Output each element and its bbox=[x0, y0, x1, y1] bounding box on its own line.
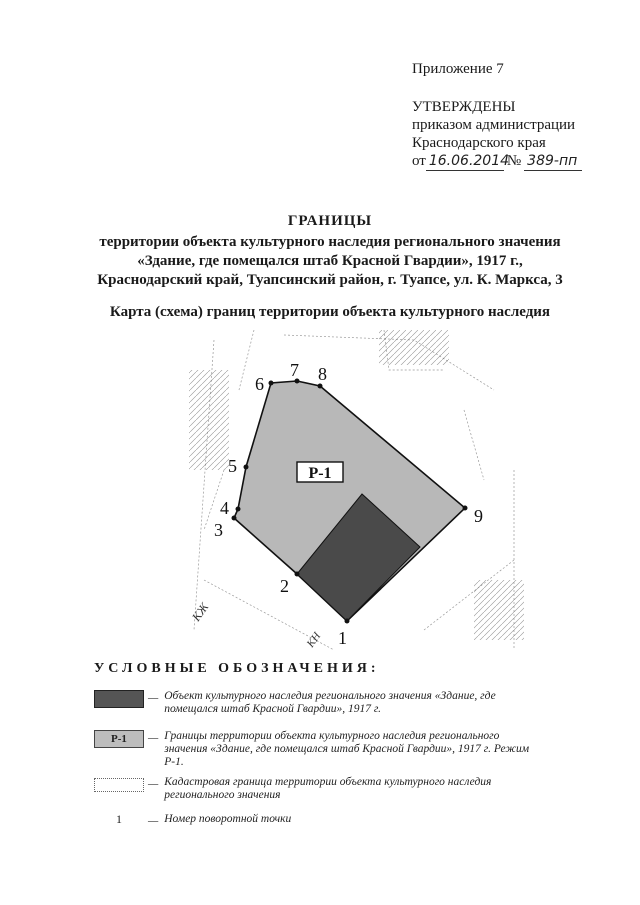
boundary-point-3 bbox=[232, 516, 237, 521]
legend-symbol-point-number: 1 bbox=[116, 812, 122, 826]
subtitle-line-1: территории объекта культурного наследия регионального значения bbox=[99, 234, 561, 250]
legend-dash: — bbox=[148, 732, 159, 744]
legend-item-cadastral bbox=[94, 776, 544, 802]
boundary-point-2 bbox=[295, 572, 300, 577]
order-date: 16.06.2014 bbox=[426, 152, 504, 171]
legend-item-object bbox=[94, 690, 544, 716]
point-label-7: 7 bbox=[290, 360, 299, 380]
legend-item-point-number bbox=[94, 813, 544, 828]
boundary-map bbox=[184, 330, 534, 660]
boundary-point-5 bbox=[244, 465, 249, 470]
point-label-4: 4 bbox=[220, 498, 229, 518]
from-label: от bbox=[412, 153, 426, 169]
boundary-point-1 bbox=[345, 619, 350, 624]
legend-dash: — bbox=[148, 778, 159, 790]
subtitle-line-3: Краснодарский край, Туапсинский район, г. Туапсе, ул. К. Маркса, 3 bbox=[97, 272, 563, 288]
order-number: 389-пп bbox=[524, 152, 582, 171]
number-sign: № bbox=[506, 153, 522, 169]
legend-dash: — bbox=[148, 815, 159, 827]
appendix-number: Приложение 7 bbox=[412, 61, 504, 77]
boundary-point-9 bbox=[463, 506, 468, 511]
approved-label: УТВЕРЖДЕНЫ bbox=[412, 99, 516, 115]
document-subtitle bbox=[40, 233, 620, 290]
boundary-point-8 bbox=[318, 384, 323, 389]
approval-block bbox=[412, 60, 632, 171]
point-label-1: 1 bbox=[338, 628, 347, 648]
legend-text-point-number: Номер поворотной точки bbox=[164, 813, 292, 825]
legend-symbol-territory: Р-1 bbox=[94, 730, 144, 748]
legend-symbol-object bbox=[94, 690, 144, 708]
order-date-line bbox=[412, 152, 632, 171]
document-title: ГРАНИЦЫ bbox=[287, 213, 373, 229]
legend-dash: — bbox=[148, 692, 159, 704]
map-title: Карта (схема) границ территории объекта культурного наследия bbox=[109, 304, 551, 320]
legend-text-cadastral: Кадастровая граница территории объекта культурного наследия регионального значения bbox=[164, 776, 492, 801]
street-label-kzh: КЖ bbox=[188, 600, 212, 624]
zone-label: Р-1 bbox=[308, 465, 332, 482]
legend-symbol-cadastral bbox=[94, 778, 144, 792]
legend-item-territory bbox=[94, 730, 544, 769]
approved-by-line-2: Краснодарского края bbox=[412, 135, 546, 151]
point-label-3: 3 bbox=[214, 520, 223, 540]
boundary-point-4 bbox=[236, 507, 241, 512]
point-label-9: 9 bbox=[474, 506, 483, 526]
legend-text-object: Объект культурного наследия регионального значения «Здание, где помещался штаб Красной Гвардии», 1917 г. bbox=[164, 690, 496, 715]
legend-text-territory: Границы территории объекта культурного наследия регионального значения «Здание, где помещался штаб Красной Гвардии», 1917 г. Режим Р-1. bbox=[164, 730, 530, 768]
point-label-2: 2 bbox=[280, 576, 289, 596]
point-label-8: 8 bbox=[318, 364, 327, 384]
point-label-5: 5 bbox=[228, 456, 237, 476]
street-label-kn: КН bbox=[304, 630, 324, 650]
boundary-point-6 bbox=[269, 381, 274, 386]
legend-title: УСЛОВНЫЕ ОБОЗНАЧЕНИЯ: bbox=[94, 661, 380, 676]
approved-by-line: приказом администрации bbox=[412, 117, 576, 133]
point-label-6: 6 bbox=[255, 374, 264, 394]
subtitle-line-2: «Здание, где помещался штаб Красной Гвардии», 1917 г., bbox=[137, 253, 523, 269]
